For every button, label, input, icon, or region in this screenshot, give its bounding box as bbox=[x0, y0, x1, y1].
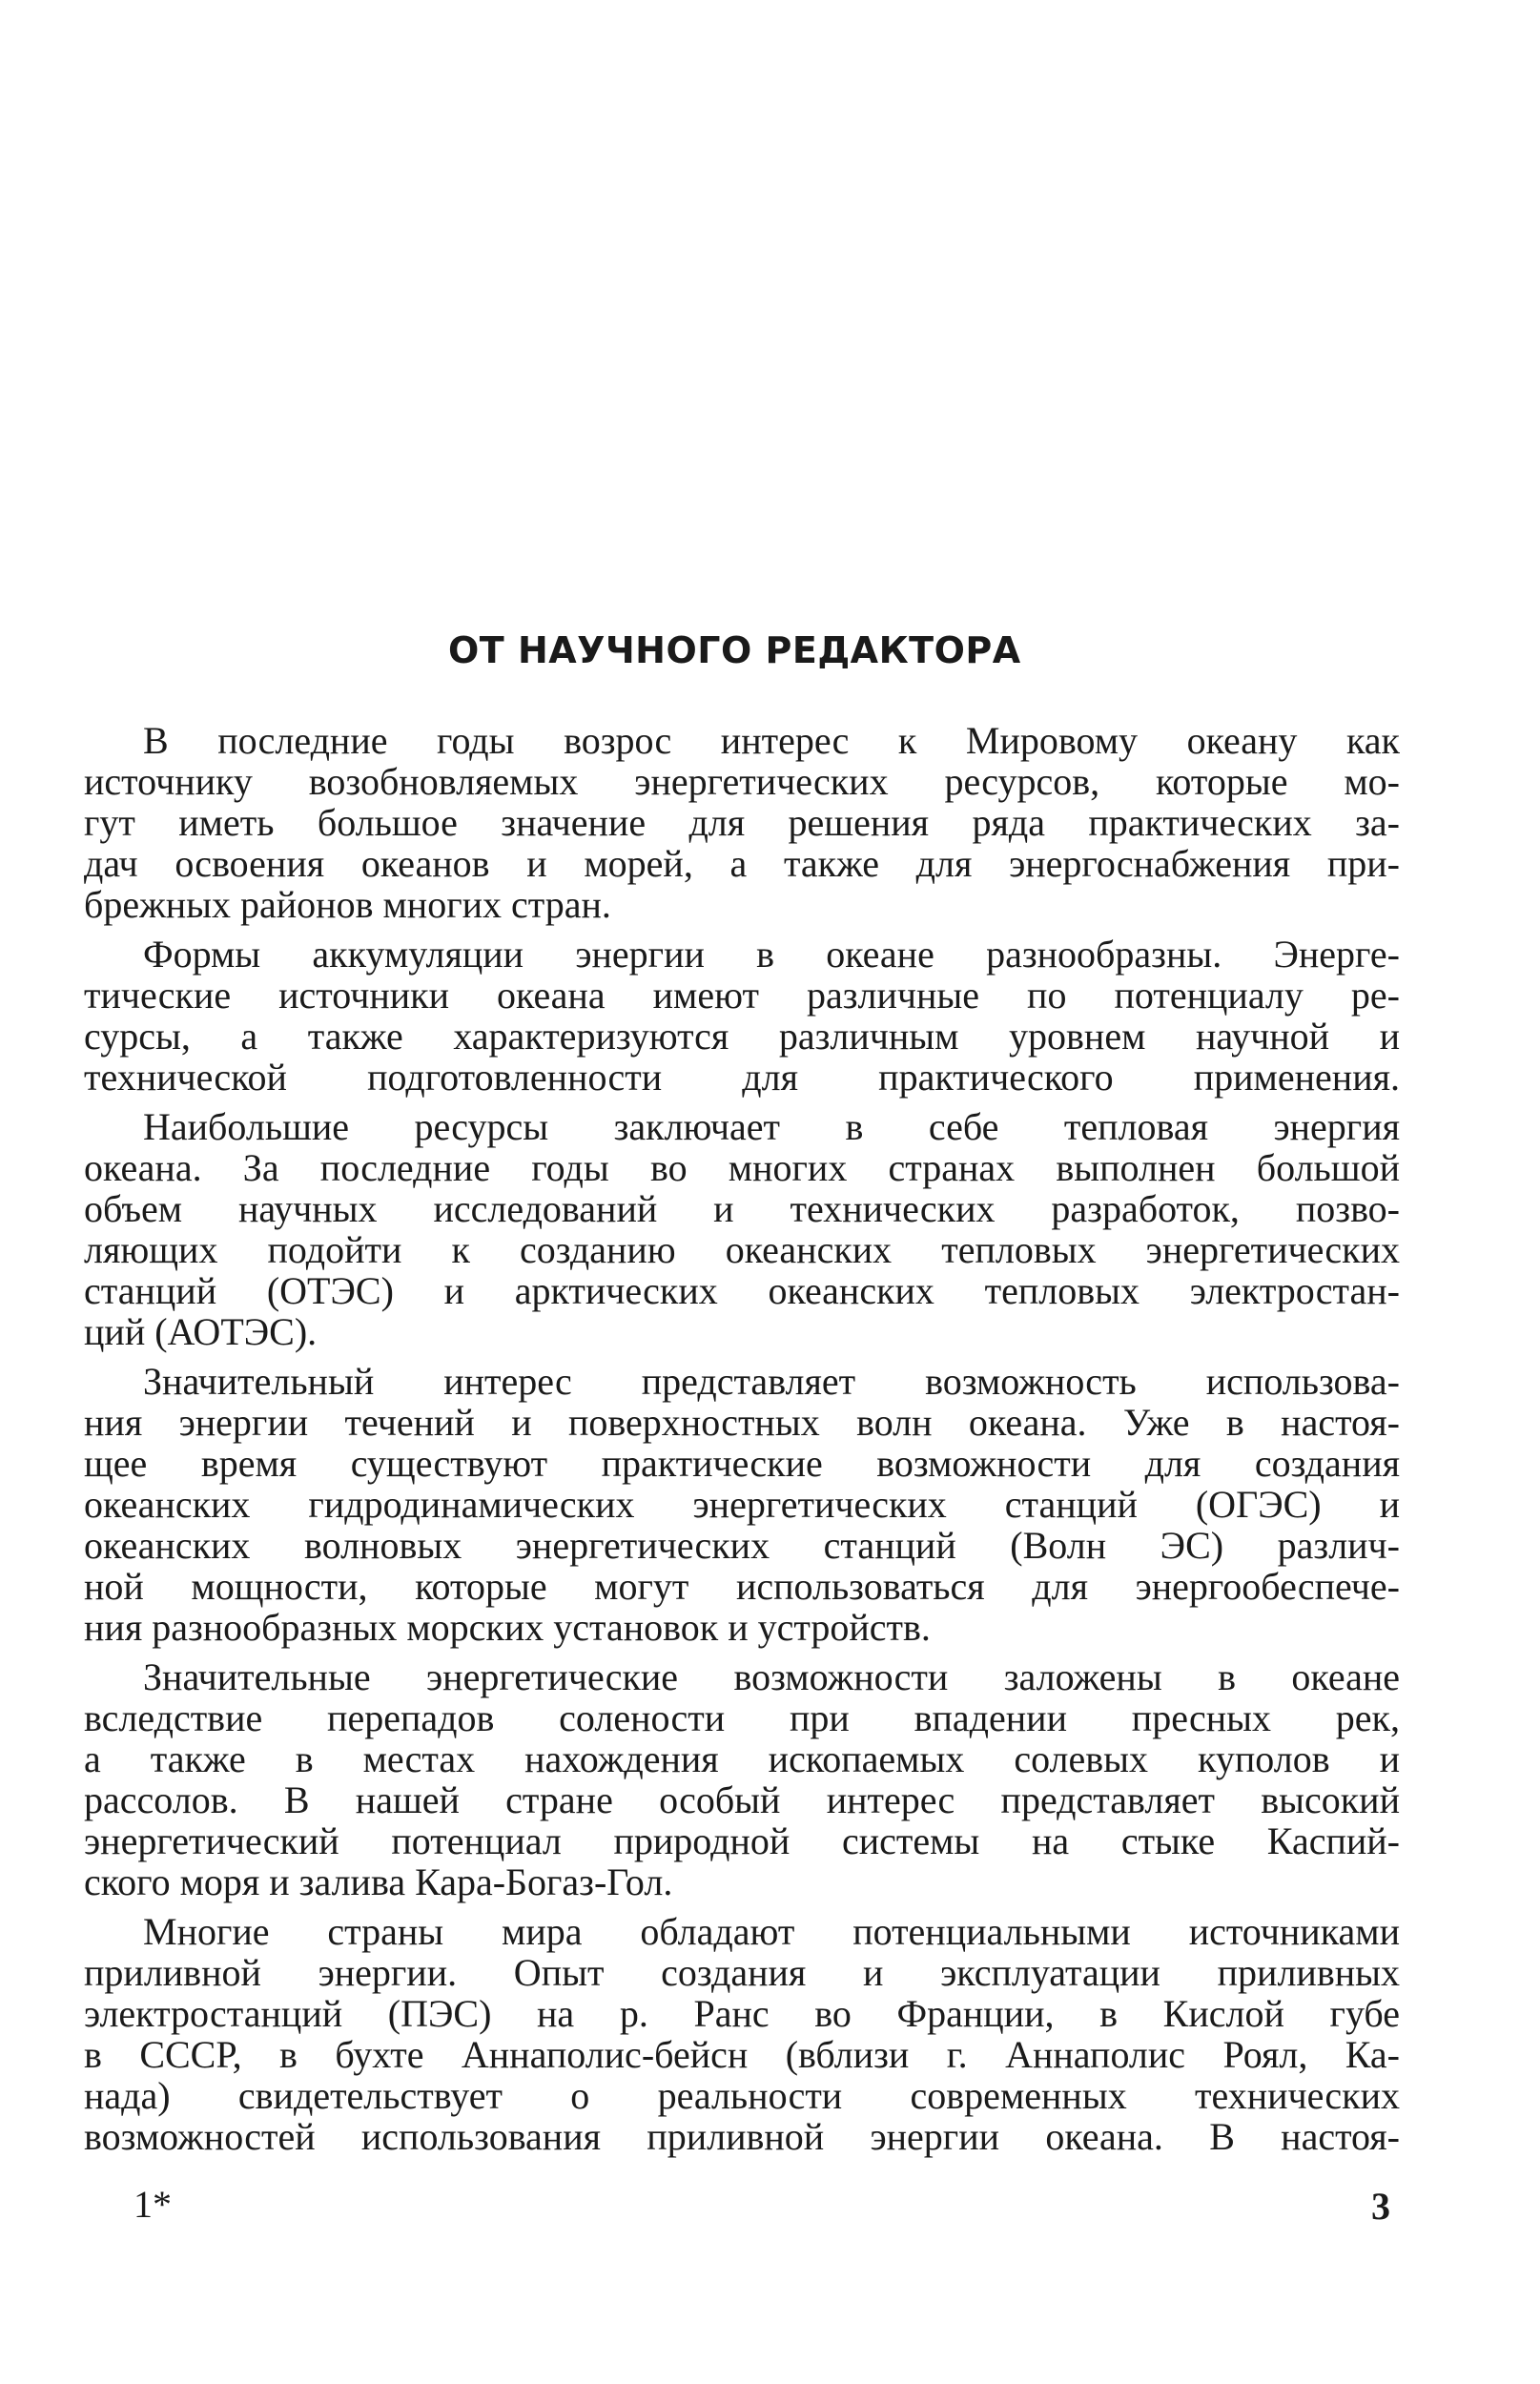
text-line: Значительный интерес представляет возможность использова- bbox=[143, 1360, 1400, 1403]
text-line: сурсы, а также характеризуются различным уровнем научной и bbox=[84, 1015, 1400, 1058]
text-line: вследствие перепадов солености при впадении пресных рек, bbox=[84, 1696, 1400, 1739]
text-line: океана. За последние годы во многих странах выполнен большой bbox=[84, 1146, 1400, 1189]
text-line: рассолов. В нашей стране особый интерес представляет высокий bbox=[84, 1778, 1400, 1821]
body-text bbox=[84, 720, 1400, 2157]
text-line: нада) свидетельствует о реальности современных технических bbox=[84, 2074, 1400, 2117]
text-line: Значительные энергетические возможности заложены в океане bbox=[143, 1655, 1400, 1698]
text-line: ния разнообразных морских установок и устройств. bbox=[84, 1606, 931, 1649]
text-line: возможностей использования приливной энергии океана. В настоя- bbox=[84, 2115, 1400, 2158]
text-line: энергетический потенциал природной системы на стыке Каспий- bbox=[84, 1819, 1400, 1862]
text-line: океанских гидродинамических энергетических станций (ОГЭС) и bbox=[84, 1483, 1400, 1526]
paragraph bbox=[84, 1106, 1400, 1352]
paragraph bbox=[84, 1361, 1400, 1648]
text-line: станций (ОТЭС) и арктических океанских тепловых электростан- bbox=[84, 1269, 1400, 1312]
text-line: Многие страны мира обладают потенциальными источниками bbox=[143, 1910, 1400, 1953]
text-line: гут иметь большое значение для решения ряда практических за- bbox=[84, 801, 1400, 844]
text-line: приливной энергии. Опыт создания и эксплуатации приливных bbox=[84, 1951, 1400, 1994]
paragraph bbox=[84, 934, 1400, 1098]
text-line: ляющих подойти к созданию океанских тепловых энергетических bbox=[84, 1228, 1400, 1271]
page-title: ОТ НАУЧНОГО РЕДАКТОРА bbox=[448, 629, 1021, 671]
text-line: в СССР, в бухте Аннаполис-бейсн (вблизи г. Аннаполис Роял, Ка- bbox=[84, 2033, 1400, 2076]
text-line: В последние годы возрос интерес к Мировому океану как bbox=[143, 719, 1400, 762]
text-line: щее время существуют практические возможности для создания bbox=[84, 1442, 1400, 1485]
text-line: а также в местах нахождения ископаемых солевых куполов и bbox=[84, 1737, 1400, 1780]
text-line: Наибольшие ресурсы заключает в себе тепловая энергия bbox=[143, 1105, 1400, 1148]
page-number: 3 bbox=[1371, 2185, 1390, 2228]
text-line: технической подготовленности для практического применения. bbox=[84, 1056, 1400, 1099]
text-line: ния энергии течений и поверхностных волн океана. Уже в настоя- bbox=[84, 1401, 1400, 1444]
paragraph bbox=[84, 720, 1400, 925]
text-line: ной мощности, которые могут использоваться для энергообеспече- bbox=[84, 1565, 1400, 1608]
text-line: источнику возобновляемых энергетических ресурсов, которые мо- bbox=[84, 760, 1400, 803]
text-line: брежных районов многих стран. bbox=[84, 883, 611, 926]
paragraph bbox=[84, 1911, 1400, 2157]
text-line: электростанций (ПЭС) на р. Ранс во Франции, в Кислой губе bbox=[84, 1992, 1400, 2035]
text-line: тические источники океана имеют различные по потенциалу ре- bbox=[84, 974, 1400, 1017]
text-line: ций (АОТЭС). bbox=[84, 1310, 318, 1353]
text-line: объем научных исследований и технических разработок, позво- bbox=[84, 1187, 1400, 1230]
text-line: океанских волновых энергетических станций (Волн ЭС) различ- bbox=[84, 1524, 1400, 1567]
signature-mark: 1* bbox=[133, 2183, 172, 2226]
text-line: ского моря и залива Кара-Богаз-Гол. bbox=[84, 1860, 673, 1903]
text-line: дач освоения океанов и морей, а также для энергоснабжения при- bbox=[84, 842, 1400, 885]
text-line: Формы аккумуляции энергии в океане разнообразны. Энерге- bbox=[143, 933, 1400, 976]
paragraph bbox=[84, 1656, 1400, 1902]
